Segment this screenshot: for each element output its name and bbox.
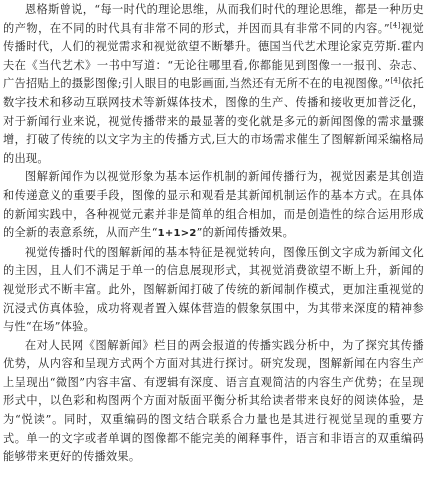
paragraph-text: 视觉传播时代的图解新闻的基本特征是视觉转向，图像压倒文字成为新闻文化的主因，且人们不满足于单一的信息展现形式，其视觉消费欲望不断上升，新闻的视觉形式不断丰富。此外，图解新闻打破了传统的新闻制作模式，更加注重视觉的沉浸式仿真体验，成功将观者置入媒体营造的假象氛围中，为其带来深度的精神参与性“在场”体验。 bbox=[3, 245, 424, 334]
citation-marker: [4] bbox=[390, 76, 402, 85]
paragraph-text: 在对人民网《图解新闻》栏目的两会报道的传播实践分析中，为了探究其传播优势，从内容和呈现方式两个方面对其进行探讨。研究发现，图解新闻在内容生产上呈现出“微图”内容丰富、有逻辑有深度、语言直观简洁的内容生产优势；在呈现形式中，以色彩和构图两个方面对版面平衡分析其给读者带来良好的阅读体验，是为“悦读”。同时，双重编码的图文结合联系合力量也是其进行视觉呈现的重要方式。单一的文字或者单调的图像都不能完美的阐释事件，语言和非语言的双重编码能够带来更好的传播效果。 bbox=[3, 338, 424, 464]
emphasis-text: 1+1>2 bbox=[157, 228, 197, 240]
citation-marker: [4] bbox=[389, 20, 401, 29]
document-body bbox=[3, 1, 424, 467]
paragraph-p2 bbox=[3, 168, 424, 243]
paragraph-text: 视觉传播时代，人们的视觉需求和视觉欲望不断攀升。德国当代艺术理论家克劳斯.霍内夫在《当代艺术》一书中写道：“无论往哪里看,你都能见到图像一一报刊、杂志、广告招贴上的摄影图像;引人眼目的电影画面,当然还有无所不在的电视图像。” bbox=[3, 21, 424, 91]
paragraph-p1 bbox=[3, 1, 424, 168]
paragraph-text: 图解新闻作为以视觉形象为基本运作机制的新闻传播行为，视觉因素是其创造和传递意义的重要手段，图像的显示和观看是其新闻机制运作的基本方式。在具体的新闻实践中，各种视觉元素并非是简单的组合相加，而是创造性的综合运用形成的全新的表意系统，从而产生“ bbox=[3, 170, 424, 240]
paragraph-p4 bbox=[3, 337, 424, 467]
paragraph-p3 bbox=[3, 244, 424, 337]
paragraph-text: 依托数字技术和移动互联网技术等新媒体技术，图像的生产、传播和接收更加普泛化，对于新闻行业来说，视觉传播带来的最显著的变化就是多元的新闻图像的需求量骤增，打破了传统的以文字为主的传播方式,巨大的市场需求催生了图解新闻采编格局的出现。 bbox=[3, 77, 424, 165]
paragraph-text: ”的新闻传播效果。 bbox=[196, 226, 295, 240]
paragraph-text: 恩格斯曾说，“每一时代的理论思维，从而我们时代的理论思维，都是一种历史的产物，在不同的时代具有非常不同的形式，并因而具有非常不同的内容。” bbox=[3, 3, 424, 35]
